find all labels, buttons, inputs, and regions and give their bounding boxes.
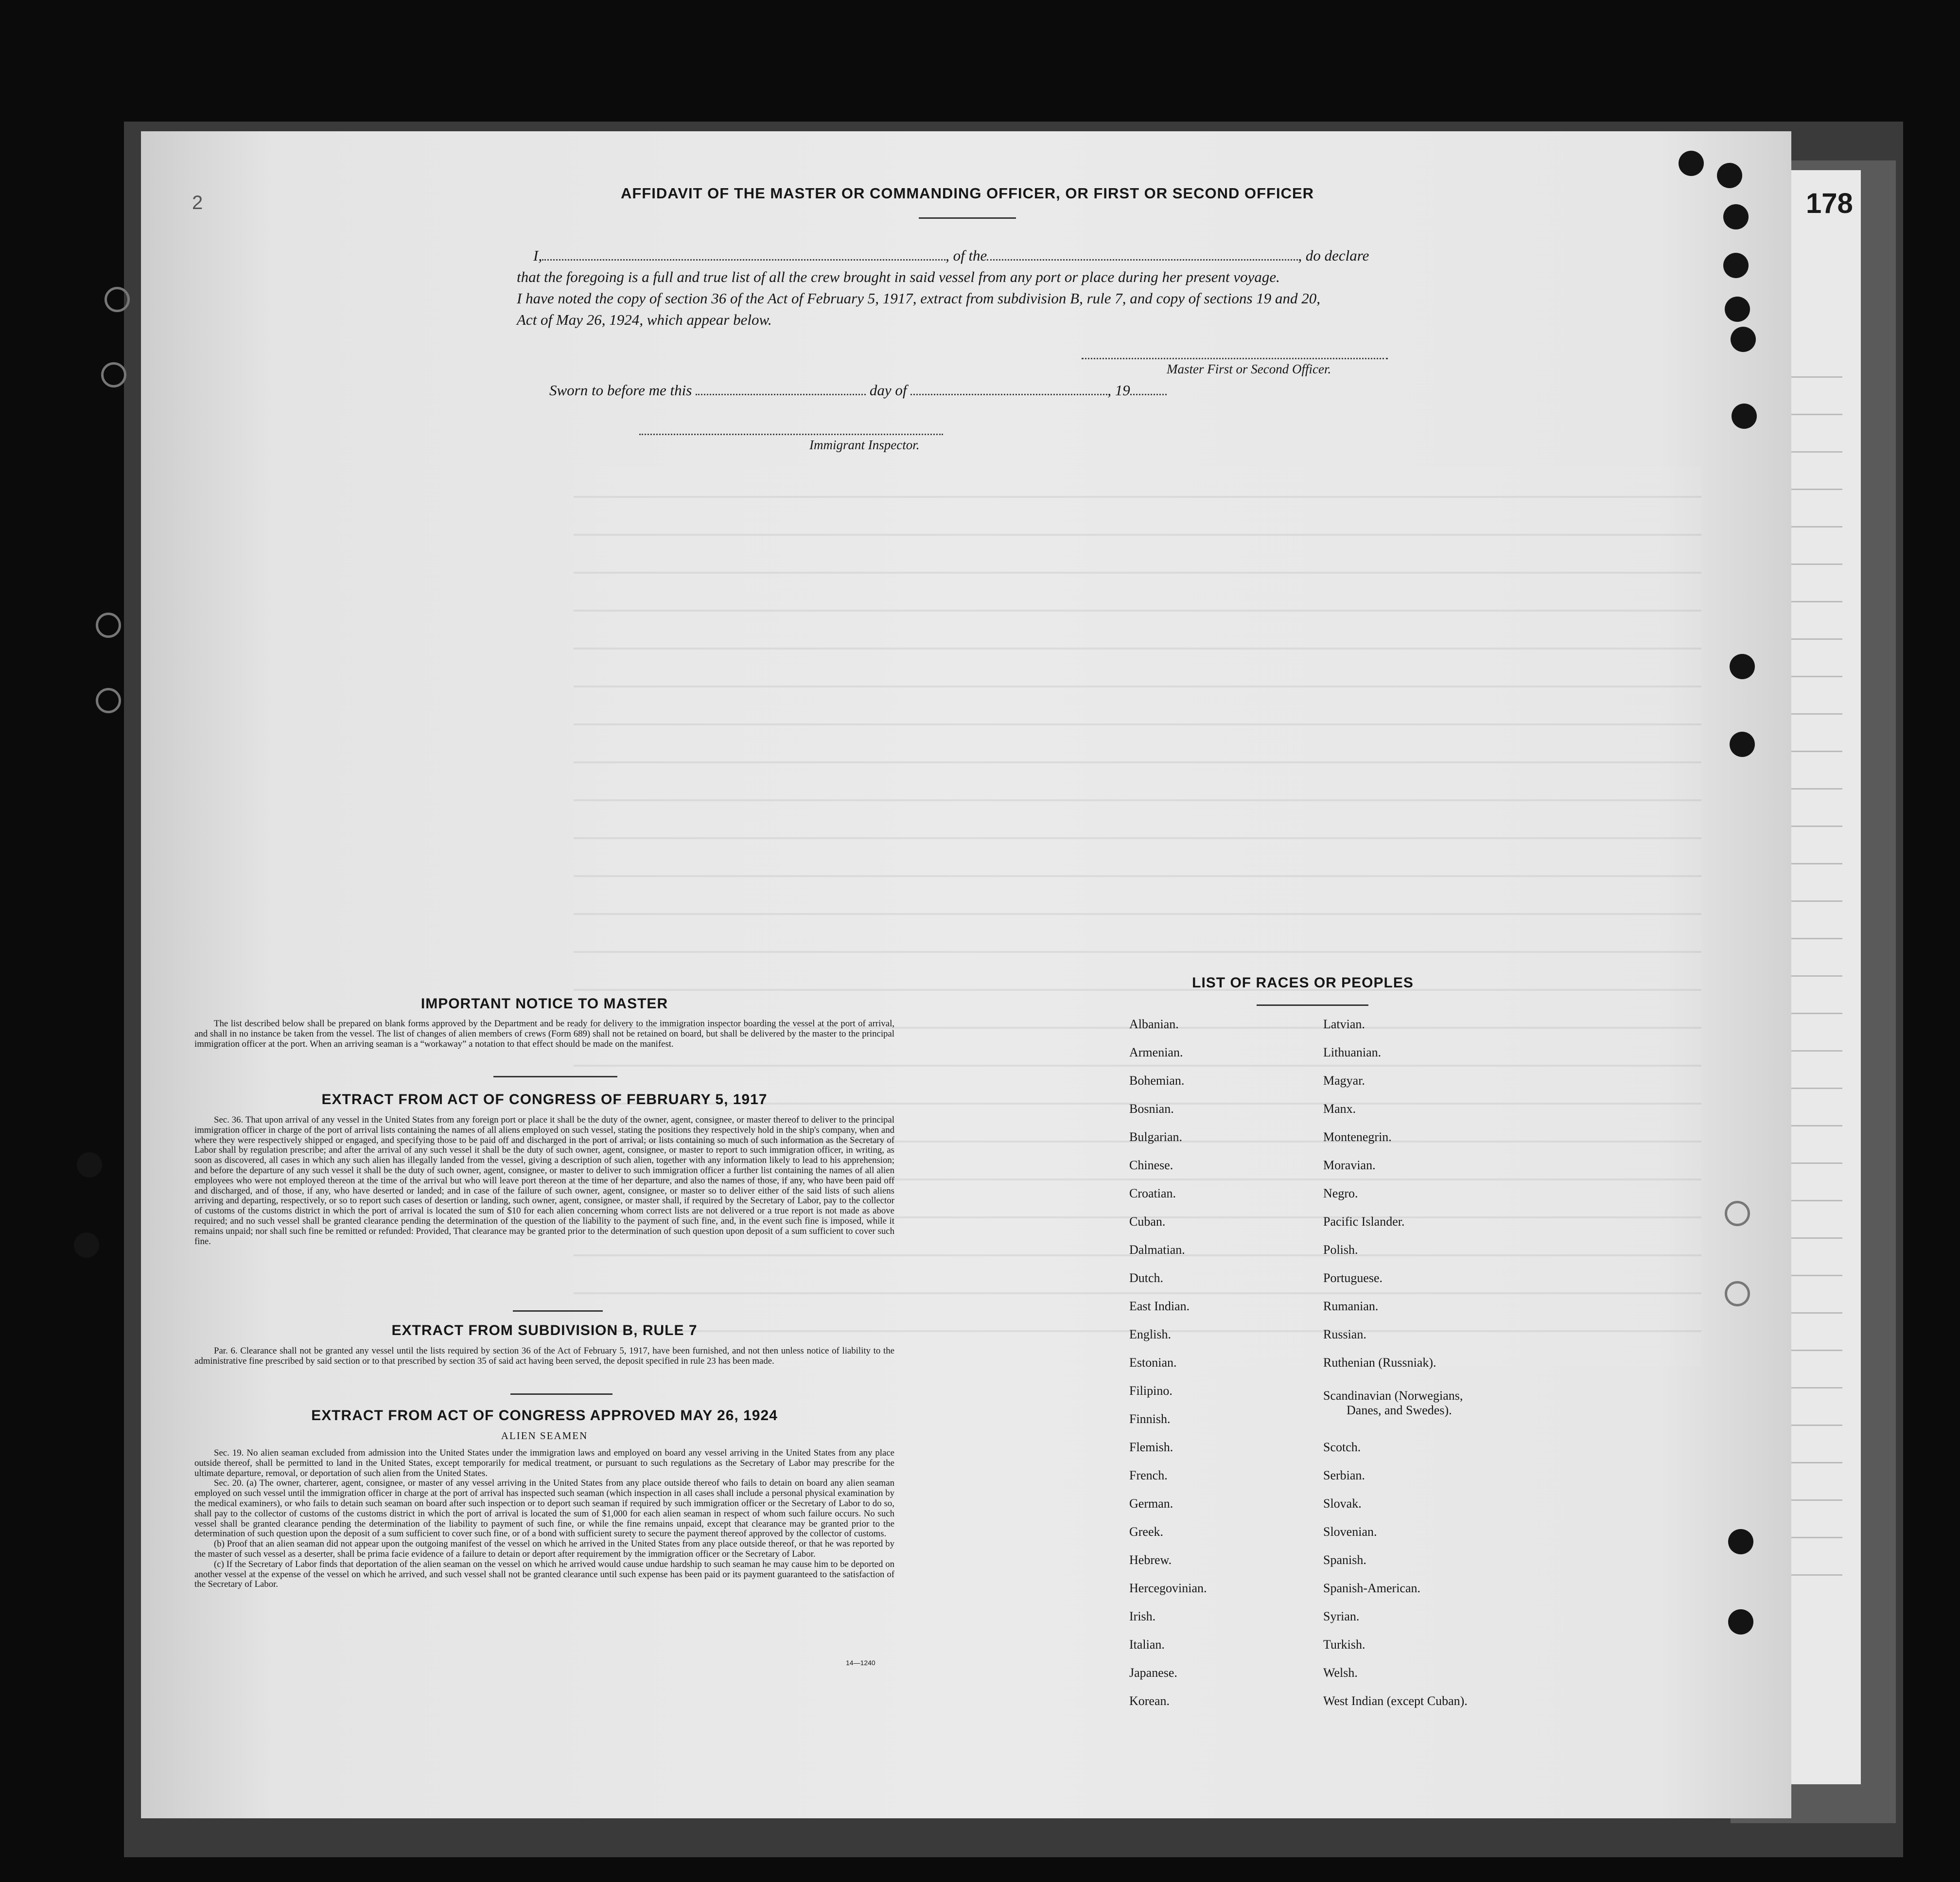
race-item: Dalmatian.	[1129, 1243, 1185, 1257]
race-item: Slovak.	[1323, 1496, 1362, 1511]
race-item: Latvian.	[1323, 1017, 1365, 1031]
race-item: Scotch.	[1323, 1440, 1361, 1454]
vessel-blank	[987, 259, 1298, 261]
race-item: Estonian.	[1129, 1355, 1177, 1370]
punch-hole	[1731, 327, 1756, 352]
race-item: French.	[1129, 1468, 1168, 1482]
race-item: Turkish.	[1323, 1637, 1365, 1652]
race-item: Dutch.	[1129, 1271, 1164, 1285]
corner-mark: 2	[192, 192, 203, 213]
race-item: Welsh.	[1323, 1666, 1358, 1680]
declaration-line-1	[533, 247, 1369, 264]
section-20b-paragraph: (b) Proof that an alien seaman did not appear upon the outgoing manifest of the vessel on which he arrived in the United States from any place outside thereof, or that he was reported by the master of such vessel as a deserter, shall be prima facie evidence of a failure to detain or deport after requirement by the immigration officer or the Secretary of Labor.	[194, 1539, 894, 1559]
races-rule	[1257, 1004, 1368, 1006]
punch-hole	[1725, 297, 1750, 322]
inspector-caption: Immigrant Inspector.	[809, 438, 920, 452]
race-item: Bosnian.	[1129, 1102, 1174, 1116]
day-of-label: day of	[869, 382, 907, 399]
race-item: Spanish-American.	[1323, 1581, 1421, 1595]
declaration-do-declare: , do declare	[1298, 247, 1369, 264]
extract-1924-title: EXTRACT FROM ACT OF CONGRESS APPROVED MAY 26, 1924	[311, 1407, 778, 1424]
inspector-signature-line	[639, 434, 943, 435]
subdivision-b-text	[194, 1346, 894, 1367]
punch-hole	[1679, 151, 1704, 176]
punch-hole	[1723, 253, 1749, 278]
race-item: Chinese.	[1129, 1158, 1173, 1172]
punch-hole	[1732, 404, 1757, 429]
race-item: Spanish.	[1323, 1553, 1366, 1567]
section-20a-paragraph: Sec. 20. (a) The owner, charterer, agent, consignee, or master of any vessel arriving in the United States from any place outside thereof who fails to detain on board any alien seaman employed on such vessel until the immigration officer in charge at the port of arrival has inspected such seaman (which inspection in all cases shall include a personal physical examination by the medical examiners), or who fails to detain such seaman on board after such inspection or to deport such seaman if required by such immigration officer or the Secretary of Labor to do so, shall pay to the collector of customs of the customs district in which the port of arrival is located the sum of $1,000 for each alien seaman in respect of whom such failure occurs. No such vessel shall be granted clearance pending the determination of the liability to payment of such fine, or while the fine remains unpaid, except that clearance may be granted prior to the determination of such question upon the deposit of a sum sufficient to cover such fine, or of a bond with sufficient surety to secure the payment thereof approved by the collector of customs.	[194, 1478, 894, 1539]
affidavit-title: AFFIDAVIT OF THE MASTER OR COMMANDING OFFICER, OR FIRST OR SECOND OFFICER	[620, 185, 1314, 202]
race-item: Syrian.	[1323, 1609, 1360, 1623]
title-rule	[919, 217, 1016, 219]
declaration-i: I,	[533, 247, 542, 264]
race-item: Flemish.	[1129, 1440, 1173, 1454]
punch-hole	[1725, 1281, 1750, 1306]
alien-seamen-subtitle: ALIEN SEAMEN	[501, 1430, 588, 1442]
section-36-paragraph: Sec. 36. That upon arrival of any vessel in the United States from any foreign port or place it shall be the duty of the owner, agent, consignee, or master thereof to deliver to the principal immigration officer in charge of the port of arrival lists containing the names of all aliens employed on such vessel, stating the positions they respectively hold in the ship's company, when and where they were respectively shipped or engaged, and specifying those to be paid off and discharged in the port of arrival; or lists containing so much of such information as the Secretary of Labor shall by regulation prescribe; and after the arrival of any such vessel it shall be the duty of such owner, agent, consignee, or master to report to such immigration officer, in writing, as soon as discovered, all cases in which any such alien has illegally landed from the vessel, giving a description of such alien, together with any information likely to lead to his apprehension; and before the departure of any such vessel it shall be the duty of such owner, agent, consignee, or master to deliver to such immigration officer a further list containing the names of all alien employees who were not employed thereon at the time of the arrival but who will leave port thereon at the time of her departure, and also the names of those, if any, who have been paid off and discharged, and of those, if any, who have deserted or landed; and in case of the failure of such owner, agent, consignee, or master so to deliver either of the said lists of such aliens arriving and departing, respectively, or so to report such cases of desertion or landing, such owner, agent, consignee, or master shall, if required by the Secretary of Labor, pay to the collector of customs of the customs district in which the port of arrival is located the sum of $10 for each alien concerning whom correct lists are not delivered or a true report is not made as above required; and no such vessel shall be granted clearance pending the determination of the question of the liability to the payment of such fine, and, in the event such fine is imposed, while it remains unpaid; nor shall such fine be remitted or refunded: Provided, That clearance may be granted prior to the determination of such question upon deposit of a sum sufficient to cover such fine.	[194, 1115, 894, 1247]
race-item: Greek.	[1129, 1525, 1164, 1539]
section-rule	[493, 1076, 617, 1077]
declaration-line-4: Act of May 26, 1924, which appear below.	[517, 311, 772, 328]
race-item: Irish.	[1129, 1609, 1156, 1623]
punch-hole	[1728, 1529, 1753, 1554]
race-item: Ruthenian (Russniak).	[1323, 1355, 1436, 1370]
notice-title: IMPORTANT NOTICE TO MASTER	[420, 996, 668, 1012]
punch-hole	[101, 362, 126, 387]
race-item: Bulgarian.	[1129, 1130, 1183, 1144]
race-item: Polish.	[1323, 1243, 1358, 1257]
race-item: Magyar.	[1323, 1073, 1365, 1088]
year-blank	[1130, 394, 1167, 395]
punch-hole	[74, 1232, 99, 1258]
master-signature-line	[1082, 358, 1388, 359]
race-item: Filipino.	[1129, 1384, 1172, 1398]
race-item: Montenegrin.	[1323, 1130, 1392, 1144]
punch-hole	[1728, 1609, 1753, 1635]
race-item-continued: Danes, and Swedes).	[1347, 1403, 1452, 1417]
declaration-line-3: I have noted the copy of section 36 of the Act of February 5, 1917, extract from subdivision B, rule 7, and copy of sections 19 and 20,	[517, 290, 1321, 307]
race-item: Cuban.	[1129, 1214, 1166, 1229]
race-item: Korean.	[1129, 1694, 1170, 1708]
race-item: Italian.	[1129, 1637, 1165, 1652]
race-item: West Indian (except Cuban).	[1323, 1694, 1468, 1708]
race-item: Russian.	[1323, 1327, 1366, 1341]
punch-hole	[96, 613, 121, 638]
race-item: German.	[1129, 1496, 1173, 1511]
extract-1917-title: EXTRACT FROM ACT OF CONGRESS OF FEBRUARY 5, 1917	[321, 1091, 768, 1108]
notice-text	[194, 1019, 894, 1049]
notice-paragraph: The list described below shall be prepared on blank forms approved by the Department and be ready for delivery to the immigration inspector boarding the vessel at the port of arrival, and shall in no instance be taken from the vessel. The list of changes of alien members of crews (Form 689) shall not be retained on board, but shall be delivered by the master to the principal immigration officer at the port. When an arriving seaman is a “workaway” a notation to that effect should be made on the manifest.	[194, 1019, 894, 1049]
race-item: Pacific Islander.	[1323, 1214, 1405, 1229]
race-item: Manx.	[1323, 1102, 1356, 1116]
race-item: Scandinavian (Norwegians,	[1323, 1389, 1463, 1403]
master-signature-caption: Master First or Second Officer.	[1167, 362, 1331, 376]
race-item: Croatian.	[1129, 1186, 1176, 1200]
race-item: English.	[1129, 1327, 1171, 1341]
extract-1924-text	[194, 1448, 894, 1590]
year-label: , 19	[1107, 382, 1130, 399]
punch-hole	[1723, 204, 1749, 229]
race-item: Slovenian.	[1323, 1525, 1377, 1539]
punch-hole	[1717, 163, 1742, 188]
race-item: Rumanian.	[1323, 1299, 1379, 1313]
race-item: Albanian.	[1129, 1017, 1179, 1031]
section-rule	[513, 1310, 603, 1312]
race-item: Armenian.	[1129, 1045, 1183, 1059]
punch-hole	[1730, 732, 1755, 757]
sworn-line	[549, 382, 1167, 399]
extract-1917-text	[194, 1115, 894, 1247]
punch-hole	[105, 287, 130, 312]
race-item: Negro.	[1323, 1186, 1358, 1200]
races-title: LIST OF RACES OR PEOPLES	[1192, 975, 1414, 991]
sworn-label: Sworn to before me this	[549, 382, 692, 399]
subdivision-b-title: EXTRACT FROM SUBDIVISION B, RULE 7	[391, 1322, 698, 1338]
race-item: Moravian.	[1323, 1158, 1376, 1172]
race-item: Japanese.	[1129, 1666, 1177, 1680]
name-blank	[542, 259, 945, 261]
race-item: Hebrew.	[1129, 1553, 1172, 1567]
paragraph-6: Par. 6. Clearance shall not be granted any vessel until the lists required by section 36 of the Act of February 5, 1917, have been furnished, and not then unless notice of liability to the administrative fine prescribed by said section or to that prescribed by section 35 of said act having been served, the deposit specified in rule 23 has been made.	[194, 1346, 894, 1366]
day-blank	[696, 394, 866, 395]
race-item: Hercegovinian.	[1129, 1581, 1207, 1595]
race-item: Serbian.	[1323, 1468, 1365, 1482]
month-blank	[910, 394, 1107, 395]
punch-hole	[1725, 1201, 1750, 1226]
page-number: 178	[1806, 188, 1853, 219]
race-item: East Indian.	[1129, 1299, 1190, 1313]
declaration-line-2: that the foregoing is a full and true list of all the crew brought in said vessel from any port or place during her present voyage.	[517, 268, 1280, 285]
declaration-of-the: , of the	[945, 247, 987, 264]
punch-hole	[1730, 654, 1755, 679]
race-item: Portuguese.	[1323, 1271, 1383, 1285]
race-item: Bohemian.	[1129, 1073, 1185, 1088]
section-rule	[510, 1393, 612, 1395]
section-19-paragraph: Sec. 19. No alien seaman excluded from admission into the United States under the immigration laws and employed on board any vessel arriving in the United States from any place outside thereof, shall be permitted to land in the United States, except temporarily for medical treatment, or pursuant to such regulations as the Secretary of Labor may prescribe for the ultimate departure, removal, or deportation of such alien from the United States.	[194, 1448, 894, 1478]
section-20c-paragraph: (c) If the Secretary of Labor finds that deportation of the alien seaman on the vessel on which he arrived would cause undue hardship to such seaman he may cause him to be deported on another vessel at the expense of the vessel on which he arrived, and such vessel shall not be granted clearance until such expense has been paid or its payment guaranteed to the satisfaction of the Secretary of Labor.	[194, 1559, 894, 1590]
punch-hole	[96, 688, 121, 713]
punch-hole	[77, 1152, 102, 1178]
form-number: 14—1240	[846, 1659, 875, 1667]
race-item: Finnish.	[1129, 1412, 1171, 1426]
race-item: Lithuanian.	[1323, 1045, 1382, 1059]
